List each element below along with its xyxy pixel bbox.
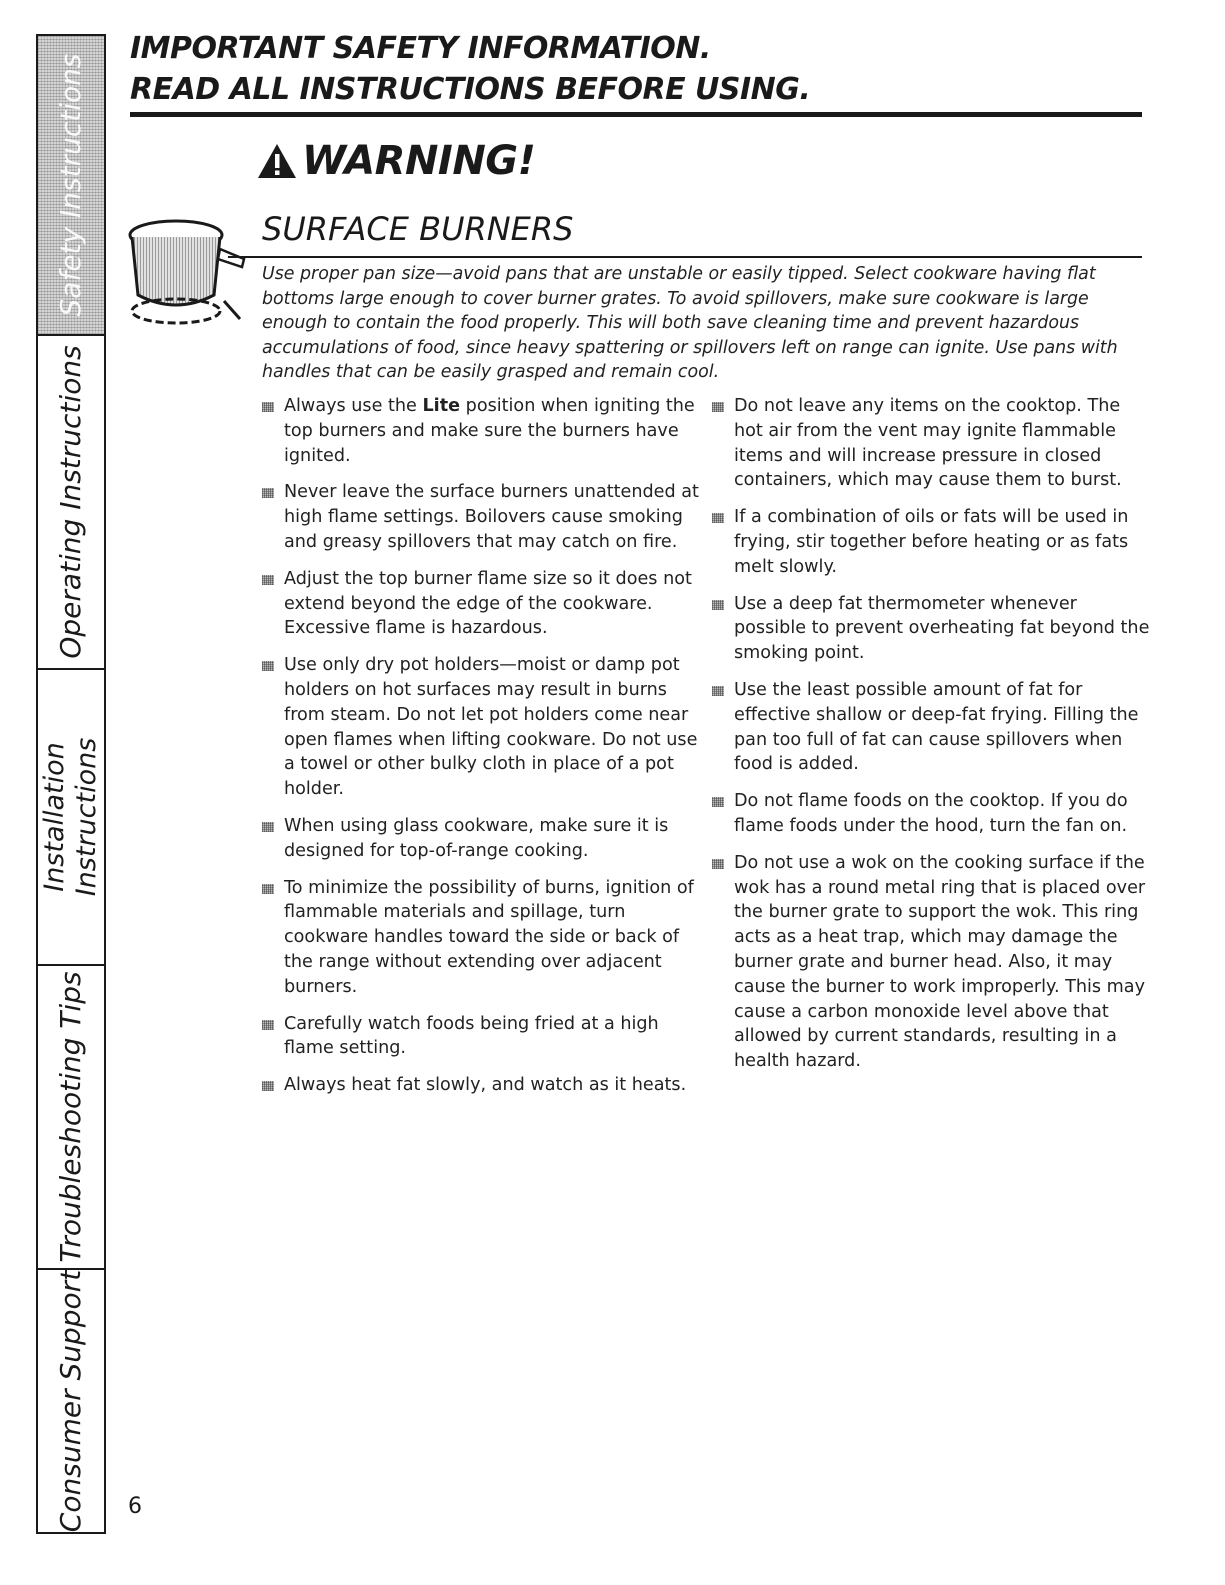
section-title: SURFACE BURNERS bbox=[262, 210, 574, 248]
pan-illustration bbox=[128, 215, 246, 331]
section-intro: Use proper pan size—avoid pans that are unstable or easily tipped. Select cookware having flat bottoms large enough to cover burner grates. To avoid spillovers, make sure cookware is large enough to contain the food properly. This will both save cleaning time and prevent hazardous accumulations of food, since heavy spattering or spillovers left on range can ignite. Use pans with handles that can be easily grasped and remain cool. bbox=[262, 264, 1118, 383]
page-number: 6 bbox=[128, 1494, 142, 1519]
title-line-1: IMPORTANT SAFETY INFORMATION. bbox=[130, 31, 711, 66]
page-title bbox=[130, 28, 810, 110]
list-item: Always use the Lite position when igniting the top burners and make sure the burners have ignited. bbox=[262, 394, 702, 468]
list-item: Do not leave any items on the cooktop. The hot air from the vent may ignite flammable items and will increase pressure in closed containers, which may cause them to burst. bbox=[712, 394, 1152, 493]
tab-label: Installation Instructions bbox=[39, 737, 102, 897]
section-divider bbox=[228, 256, 1142, 258]
bullet-icon bbox=[712, 797, 724, 807]
list-item: Do not flame foods on the cooktop. If you do flame foods under the hood, turn the fan on. bbox=[712, 789, 1152, 839]
tab-operating-instructions[interactable] bbox=[38, 336, 104, 670]
warning-triangle-icon bbox=[256, 142, 298, 180]
tab-troubleshooting-tips[interactable] bbox=[38, 966, 104, 1270]
tab-label: Troubleshooting Tips bbox=[54, 971, 87, 1263]
list-item: Use the least possible amount of fat for effective shallow or deep-fat frying. Filling the pan too full of fat can cause spillovers when food is added. bbox=[712, 678, 1152, 777]
bullet-icon bbox=[262, 488, 274, 498]
tab-label: Safety Instructions bbox=[54, 53, 87, 317]
list-item: If a combination of oils or fats will be used in frying, stir together before heating or as fats melt slowly. bbox=[712, 505, 1152, 579]
bullet-icon bbox=[262, 884, 274, 894]
right-column bbox=[712, 394, 1152, 1086]
side-tabs bbox=[36, 34, 106, 1534]
list-item: Adjust the top burner flame size so it does not extend beyond the edge of the cookware. Excessive flame is hazardous. bbox=[262, 567, 702, 641]
header-divider bbox=[130, 112, 1142, 117]
bullet-icon bbox=[262, 575, 274, 585]
list-item: Use only dry pot holders—moist or damp pot holders on hot surfaces may result in burns from steam. Do not let pot holders come near open flames when lifting cookware. Do not use a towel or other bulky cloth in place of a pot holder. bbox=[262, 653, 702, 802]
bullet-icon bbox=[262, 661, 274, 671]
tab-installation-instructions[interactable] bbox=[38, 670, 104, 966]
list-item: When using glass cookware, make sure it is designed for top-of-range cooking. bbox=[262, 814, 702, 864]
warning-banner bbox=[256, 138, 535, 184]
bullet-icon bbox=[712, 600, 724, 610]
bullet-icon bbox=[712, 686, 724, 696]
list-item: Carefully watch foods being fried at a high flame setting. bbox=[262, 1012, 702, 1062]
list-item: Always heat fat slowly, and watch as it heats. bbox=[262, 1073, 702, 1098]
bullet-icon bbox=[262, 1020, 274, 1030]
bullet-icon bbox=[262, 822, 274, 832]
list-item: Use a deep fat thermometer whenever possible to prevent overheating fat beyond the smoking point. bbox=[712, 592, 1152, 666]
list-item: Do not use a wok on the cooking surface if the wok has a round metal ring that is placed over the burner grate to support the wok. This ring acts as a heat trap, which may damage the burner grate and burner head. Also, it may cause the burner to work improperly. This may cause a carbon monoxide level above that allowed by current standards, resulting in a health hazard. bbox=[712, 851, 1152, 1074]
tab-label: Operating Instructions bbox=[54, 345, 87, 659]
bullet-icon bbox=[262, 402, 274, 412]
left-column bbox=[262, 394, 702, 1110]
bullet-icon bbox=[712, 859, 724, 869]
bullet-icon bbox=[262, 1081, 274, 1091]
list-item: Never leave the surface burners unattended at high flame settings. Boilovers cause smoking and greasy spillovers that may catch on fire. bbox=[262, 480, 702, 554]
bullet-icon bbox=[712, 513, 724, 523]
title-line-2: READ ALL INSTRUCTIONS BEFORE USING. bbox=[130, 72, 811, 107]
tab-consumer-support[interactable] bbox=[38, 1270, 104, 1532]
warning-text: WARNING! bbox=[302, 138, 536, 184]
bullet-icon bbox=[712, 402, 724, 412]
tab-label: Consumer Support bbox=[54, 1269, 87, 1533]
tab-safety-instructions[interactable] bbox=[38, 36, 104, 336]
list-item: To minimize the possibility of burns, ignition of flammable materials and spillage, turn cookware handles toward the side or back of the range without extending over adjacent burners. bbox=[262, 876, 702, 1000]
